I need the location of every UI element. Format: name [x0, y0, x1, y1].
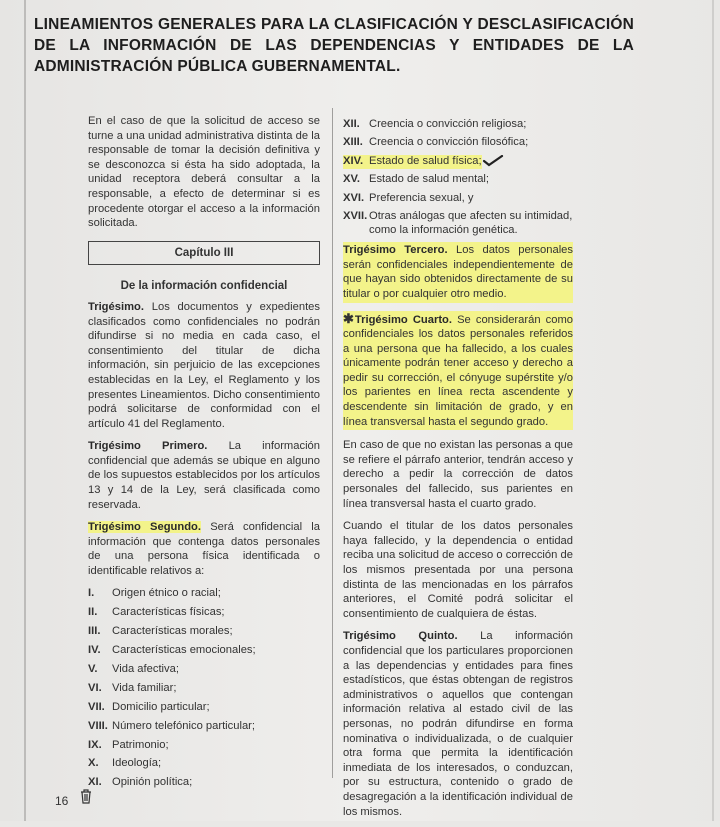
- section-heading: De la información confidencial: [120, 280, 288, 293]
- article-heading: Trigésimo Tercero.: [343, 244, 448, 257]
- article-trigesimo-tercero: [343, 242, 573, 302]
- personal-data-list: [88, 587, 320, 791]
- list-item-number: XVII.: [343, 209, 368, 222]
- paragraph-deceased-owner: Cuando el titular de los datos personales haya fallecido, y la dependencia o entidad reciba una solicitud de acceso o corrección de los mismos presentada por una persona distinta de las mencionadas en los párrafos anteriores, el Comité podrá solicitar el consentimiento de cualquiera de éstas.: [343, 520, 573, 620]
- column-divider: [332, 108, 333, 778]
- page-number: 16: [55, 794, 69, 808]
- left-column: [88, 114, 320, 795]
- list-item-text: Origen étnico o racial;: [112, 586, 221, 599]
- list-item-number: VI.: [88, 681, 102, 694]
- list-item: [88, 682, 320, 696]
- list-item-highlighted: [343, 155, 573, 169]
- list-item: [88, 606, 320, 620]
- list-item-number: XII.: [343, 118, 360, 130]
- list-item-text: Características emocionales;: [112, 643, 256, 656]
- article-body: La información confidencial que los particulares proporcionen a las dependencias y entidades para fines estadísticos, que éstas obtengan de registros administrativos o aquellos que contengan información relativa al estado civil de las personas, no podrán difundirse en forma nominativa o individualizada, o de cualquier otra forma que permita la identificación inmediata de los interesados, o conduzcan, por su estructura, contenido o grado de desagregación a la identificación individual de los mismos.: [343, 630, 573, 818]
- list-item-text: Otras análogas que afecten su intimidad, como la información genética.: [369, 209, 573, 236]
- list-item-number: XIV.: [343, 155, 369, 169]
- list-item-text: Creencia o convicción filosófica;: [369, 136, 529, 149]
- asterisk-mark-icon: ✱: [343, 310, 354, 326]
- list-item-text: Estado de salud mental;: [369, 173, 490, 186]
- list-item-text: Características físicas;: [112, 605, 225, 618]
- list-item: [88, 625, 320, 639]
- article-heading: Trigésimo Quinto.: [343, 630, 458, 643]
- list-item-text: Ideología;: [112, 757, 162, 770]
- list-item: [343, 210, 573, 238]
- article-heading: Trigésimo Primero.: [88, 440, 208, 453]
- list-item: [88, 720, 320, 734]
- article-body: Será confidencial la información que contenga datos personales de una persona física identificada o identificable relativos a:: [88, 521, 320, 578]
- article-body: La información confidencial que además se ubique en alguno de los supuestos establecidos por los artículos 13 y 14 de la Ley, será clasificada como reservada.: [88, 440, 320, 511]
- list-item-text: Patrimonio;: [112, 738, 169, 751]
- article-trigesimo-segundo: [88, 520, 320, 578]
- list-item-text: Creencia o convicción religiosa;: [369, 118, 527, 130]
- article-body: Los documentos y expedientes clasificados como confidenciales no podrán difundirse si no media en cada caso, el consentimiento del titular de dicha información, sin perjuicio de las excepciones establecidas en la Ley, el Reglamento y los presentes Lineamientos. Dicho consentimiento podrá solicitarse de conformidad con el artículo 41 del Reglamento.: [88, 300, 320, 430]
- list-item-number: III.: [88, 624, 101, 637]
- list-item: [88, 757, 320, 771]
- list-item: [343, 118, 573, 132]
- list-item-number: IX.: [88, 738, 102, 751]
- article-body: Los datos personales serán confidenciales independientemente de que hayan sido obtenidos directamente de su titular o por cualquier otro medio.: [343, 244, 573, 300]
- list-item-number: XV.: [343, 173, 361, 186]
- article-heading: Trigésimo Cuarto.: [354, 313, 452, 326]
- paragraph-no-relatives: En caso de que no existan las personas a que se refiere el párrafo anterior, tendrán acceso y derecho a pedir la corrección de datos personales del fallecido, sus parientes en línea transversal hasta el cuarto grado.: [343, 439, 573, 510]
- list-item-number: XI.: [88, 776, 102, 789]
- list-item: [88, 644, 320, 658]
- article-heading: Trigésimo.: [88, 300, 144, 313]
- chapter-heading: Capítulo III: [88, 241, 320, 266]
- document-title: LINEAMIENTOS GENERALES PARA LA CLASIFICACIÓN Y DESCLASIFICACIÓN DE LA INFORMACIÓN DE LAS DEPENDENCIAS Y ENTIDADES DE LA ADMINISTRACIÓN PÚBLICA GUBERNAMENTAL.: [34, 16, 634, 75]
- list-item-number: XVI.: [343, 191, 365, 204]
- list-item: [343, 136, 573, 150]
- list-item-text: Vida afectiva;: [112, 662, 179, 675]
- list-item-text: Número telefónico particular;: [112, 719, 256, 732]
- list-item: [88, 701, 320, 715]
- list-item-number: VII.: [88, 700, 105, 713]
- article-heading-highlighted: Trigésimo Segundo.: [88, 521, 201, 534]
- list-item: [88, 739, 320, 753]
- personal-data-list-continued: [343, 118, 573, 238]
- list-item: [88, 663, 320, 677]
- article-trigesimo: [88, 300, 320, 431]
- list-item: [343, 192, 573, 206]
- list-item: [343, 173, 573, 187]
- list-item-text: Estado de salud física;: [369, 154, 482, 167]
- list-item: [88, 776, 320, 790]
- article-trigesimo-cuarto: [343, 311, 573, 431]
- list-item-number: V.: [88, 662, 98, 675]
- list-item-number: XIII.: [343, 136, 363, 149]
- list-item-text: Vida familiar;: [112, 681, 177, 694]
- article-trigesimo-primero: [88, 439, 320, 512]
- list-item-text: Características morales;: [112, 624, 233, 637]
- check-mark-icon: [482, 155, 504, 167]
- article-body: Se considerarán como confidenciales los datos personales referidos a una persona que ha fallecido, a los cuales únicamente podrán tener acceso y derecho a pedir su corrección, el cónyuge supérstite y/o los parientes en línea recta ascendente y descendente sin limitación de grado, y en línea transversal hasta el segundo grado.: [343, 313, 573, 428]
- list-item-number: IV.: [88, 643, 101, 656]
- list-item-number: I.: [88, 586, 95, 599]
- recycle-bin-icon: [80, 788, 92, 804]
- intro-paragraph: En el caso de que la solicitud de acceso se turne a una unidad administrativa distinta de la responsable de tomar la decisión definitiva y se desconozca si ésta ha sido adoptada, la unidad receptora deberá consultar a la responsable, a efecto de determinar si es procedente otorgar el acceso a la información solicitada.: [88, 115, 320, 230]
- right-column: [343, 116, 573, 827]
- list-item: [88, 587, 320, 601]
- list-item-text: Domicilio particular;: [112, 700, 210, 713]
- list-item-text: Opinión política;: [112, 776, 193, 789]
- list-item-number: VIII.: [88, 719, 108, 732]
- article-trigesimo-quinto: [343, 629, 573, 819]
- list-item-text: Preferencia sexual, y: [369, 191, 474, 204]
- list-item-number: X.: [88, 757, 99, 770]
- list-item-number: II.: [88, 605, 98, 618]
